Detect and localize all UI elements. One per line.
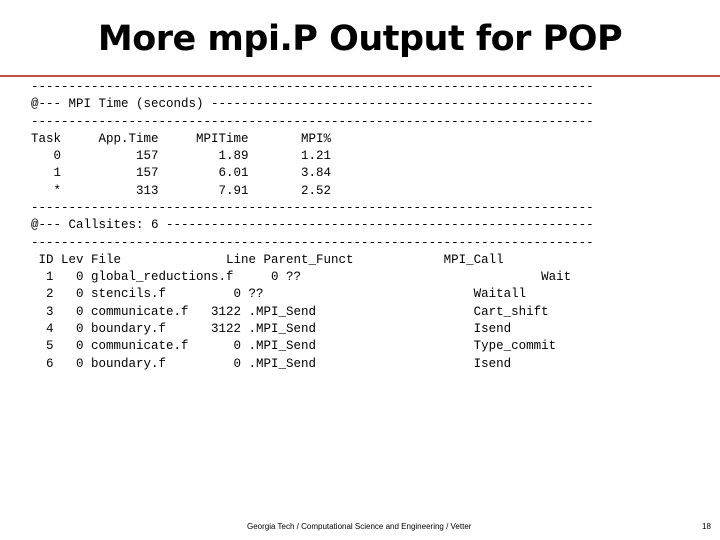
- table-row: * 313 7.91 2.52: [31, 183, 332, 198]
- divider-line: ---------------------------------------------------------------------------: [31, 235, 594, 250]
- table-row: 1 0 global_reductions.f 0 ?? Wait: [31, 270, 572, 285]
- mpi-time-section: [31, 79, 594, 200]
- page-number: 18: [702, 522, 711, 531]
- divider-line: ---------------------------------------------------------------------------: [31, 80, 594, 94]
- divider-line: ---------------------------------------------------------------------------: [31, 201, 594, 215]
- footer-credit: Georgia Tech / Computational Science and Engineering / Vetter: [247, 522, 472, 531]
- table-header: ID Lev File Line Parent_Funct MPI_Call: [31, 252, 504, 267]
- table-header: Task App.Time MPITime MPI%: [31, 131, 332, 146]
- divider-line: ---------------------------------------------------------------------------: [31, 114, 594, 129]
- table-row: 4 0 boundary.f 3122 .MPI_Send Isend: [31, 322, 512, 337]
- callsites-section: [31, 200, 594, 373]
- table-row: 5 0 communicate.f 0 .MPI_Send Type_commit: [31, 339, 557, 354]
- table-row: 6 0 boundary.f 0 .MPI_Send Isend: [31, 356, 512, 371]
- table-row: 1 157 6.01 3.84: [31, 166, 332, 181]
- slide-title: More mpi.P Output for POP: [97, 19, 623, 59]
- table-row: 3 0 communicate.f 3122 .MPI_Send Cart_shift: [31, 304, 549, 319]
- section-header: @--- MPI Time (seconds) ---------------------------------------------------: [31, 97, 594, 112]
- title-underline: [0, 75, 720, 77]
- section-header: @--- Callsites: 6 ---------------------------------------------------------: [31, 218, 594, 233]
- table-row: 2 0 stencils.f 0 ?? Waitall: [31, 287, 527, 302]
- table-row: 0 157 1.89 1.21: [31, 149, 332, 164]
